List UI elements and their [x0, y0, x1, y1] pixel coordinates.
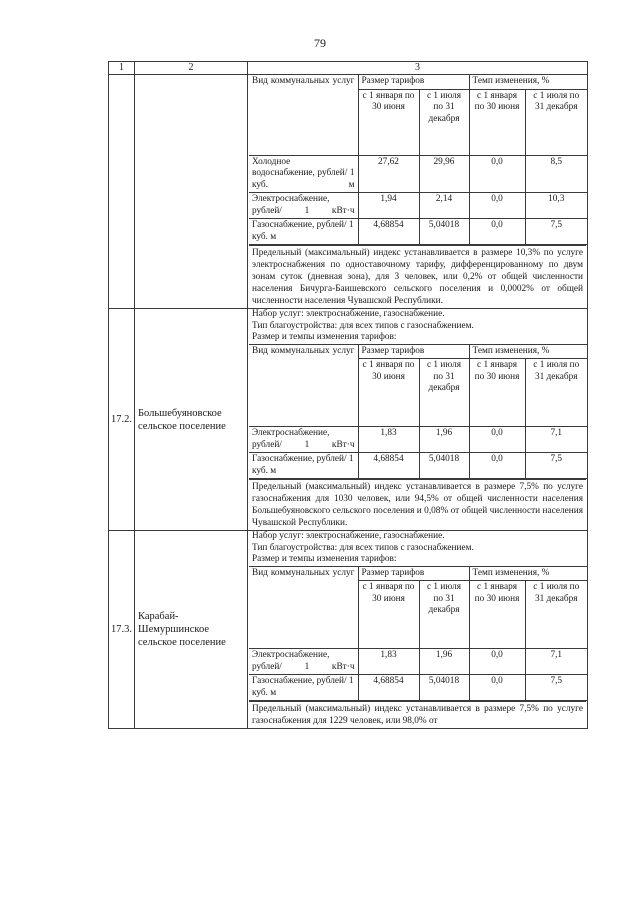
service-name: Электроснабжение, рублей/ 1 кВт·ч — [249, 649, 358, 675]
header-col-3: 3 — [248, 62, 588, 75]
tariff-subtable — [249, 75, 587, 245]
tariff-size-header: Размер тарифов — [358, 75, 469, 89]
table-row — [249, 427, 587, 453]
settlement-name: Большебуяновское сельское поселение — [135, 309, 248, 531]
rate-jul-value: 7,5 — [525, 219, 587, 245]
tariff-content-cell — [248, 75, 588, 309]
header-col-2: 2 — [135, 62, 248, 75]
rate-jul-value: 10,3 — [525, 193, 587, 219]
change-rate-header: Темп изменения, % — [469, 566, 587, 581]
tariff-jul-value: 5,04018 — [419, 219, 469, 245]
tariff-jul-value: 29,96 — [419, 155, 469, 193]
rate-jul-header: с 1 июля по 31 декабря — [525, 89, 587, 155]
rate-jul-header: с 1 июля по 31 декабря — [525, 359, 587, 427]
table-row — [249, 453, 587, 479]
rate-jan-value: 0,0 — [469, 453, 525, 479]
rate-jan-header: с 1 января по 30 июня — [469, 581, 525, 649]
rate-jul-value: 7,1 — [525, 427, 587, 453]
tariff-jan-value: 1,94 — [358, 193, 419, 219]
settlement-row-continued — [109, 75, 588, 309]
table-header-row — [109, 62, 588, 75]
tariff-jan-value: 27,62 — [358, 155, 419, 193]
table-row — [249, 219, 587, 245]
rate-jan-value: 0,0 — [469, 675, 525, 701]
service-name: Газоснабжение, рублей/ 1 куб. м — [249, 675, 358, 701]
index-note: Предельный (максимальный) индекс устанавливается в размере 7,5% по услуге газоснабжения для 1030 человек, или 94,5% от общей численности населения Большебуяновского сельского поселения и 0,08% от общей численности населения Чувашской Республики. — [249, 479, 586, 530]
services-set-line: Набор услуг: электроснабжение, газоснабжение. — [252, 309, 445, 319]
service-name: Газоснабжение, рублей/ 1 куб. м — [249, 219, 358, 245]
rate-jan-value: 0,0 — [469, 427, 525, 453]
index-note: Предельный (максимальный) индекс устанавливается в размере 10,3% по услуге электроснабжения по одноставочному тарифу, дифференцированному по двум зонам суток (дневная зона), для 3 человек, или 0,2% от общей численности населения Бичурга-Баишевского сельского поселения и 0,0002% от общей численности населения Чувашской Республики. — [249, 245, 586, 308]
tariff-size-header: Размер тарифов — [358, 344, 469, 359]
tariff-table — [108, 61, 588, 729]
row-number-cell — [109, 75, 135, 309]
service-name: Холодное водоснабжение, рублей/ 1 куб. м — [249, 155, 358, 193]
service-type-header: Вид коммунальных услуг — [249, 566, 358, 649]
table-row — [249, 193, 587, 219]
settlement-name: Карабай-Шемуршинское сельское поселение — [135, 531, 248, 729]
tariff-jul-value: 5,04018 — [419, 453, 469, 479]
service-name: Электроснабжение, рублей/ 1 кВт·ч — [249, 193, 358, 219]
table-row — [249, 155, 587, 193]
rate-jul-value: 8,5 — [525, 155, 587, 193]
service-name: Электроснабжение, рублей/ 1 кВт·ч — [249, 427, 358, 453]
period-jan-header: с 1 января по 30 июня — [358, 581, 419, 649]
rate-jul-value: 7,1 — [525, 649, 587, 675]
tariff-jan-value: 1,83 — [358, 427, 419, 453]
settlement-row — [109, 309, 588, 531]
service-type-header: Вид коммунальных услуг — [249, 344, 358, 427]
rate-jan-header: с 1 января по 30 июня — [469, 89, 525, 155]
tariff-intro-line: Размер и темпы изменения тарифов: — [252, 332, 397, 342]
tariff-content-cell — [248, 309, 588, 531]
tariff-subtable — [249, 566, 587, 702]
tariff-subtable — [249, 344, 587, 480]
change-rate-header: Темп изменения, % — [469, 75, 587, 89]
tariff-jan-value: 1,83 — [358, 649, 419, 675]
rate-jan-value: 0,0 — [469, 219, 525, 245]
rate-jul-value: 7,5 — [525, 675, 587, 701]
rate-jan-value: 0,0 — [469, 193, 525, 219]
settlement-row — [109, 531, 588, 729]
row-number: 17.3. — [109, 531, 135, 729]
change-rate-header: Темп изменения, % — [469, 344, 587, 359]
rate-jul-value: 7,5 — [525, 453, 587, 479]
services-set-line: Набор услуг: электроснабжение, газоснабжение. — [252, 531, 445, 541]
tariff-intro-line: Размер и темпы изменения тарифов: — [252, 554, 397, 564]
tariff-jan-value: 4,68854 — [358, 453, 419, 479]
tariff-size-header: Размер тарифов — [358, 566, 469, 581]
tariff-content-cell — [248, 531, 588, 729]
page-number: 79 — [314, 36, 326, 50]
tariff-jan-value: 4,68854 — [358, 219, 419, 245]
amenity-type-line: Тип благоустройства: для всех типов с газоснабжением. — [252, 542, 474, 553]
tariff-jul-value: 5,04018 — [419, 675, 469, 701]
tariff-jan-value: 4,68854 — [358, 675, 419, 701]
period-jan-header: с 1 января по 30 июня — [358, 359, 419, 427]
settlement-name-cell — [135, 75, 248, 309]
tariff-jul-value: 1,96 — [419, 649, 469, 675]
table-row — [249, 675, 587, 701]
period-jul-header: с 1 июля по 31 декабря — [419, 581, 469, 649]
header-col-1: 1 — [109, 62, 135, 75]
rate-jan-header: с 1 января по 30 июня — [469, 359, 525, 427]
service-name: Газоснабжение, рублей/ 1 куб. м — [249, 453, 358, 479]
table-row — [249, 649, 587, 675]
rate-jan-value: 0,0 — [469, 649, 525, 675]
index-note: Предельный (максимальный) индекс устанавливается в размере 7,5% по услуге газоснабжения для 1229 человек, или 98,0% от — [249, 701, 586, 728]
service-type-header: Вид коммунальных услуг — [249, 75, 358, 155]
tariff-jul-value: 2,14 — [419, 193, 469, 219]
amenity-type-line: Тип благоустройства: для всех типов с газоснабжением. — [252, 320, 474, 331]
row-number: 17.2. — [109, 309, 135, 531]
rate-jan-value: 0,0 — [469, 155, 525, 193]
tariff-jul-value: 1,96 — [419, 427, 469, 453]
rate-jul-header: с 1 июля по 31 декабря — [525, 581, 587, 649]
period-jan-header: с 1 января по 30 июня — [358, 89, 419, 155]
period-jul-header: с 1 июля по 31 декабря — [419, 359, 469, 427]
period-jul-header: с 1 июля по 31 декабря — [419, 89, 469, 155]
